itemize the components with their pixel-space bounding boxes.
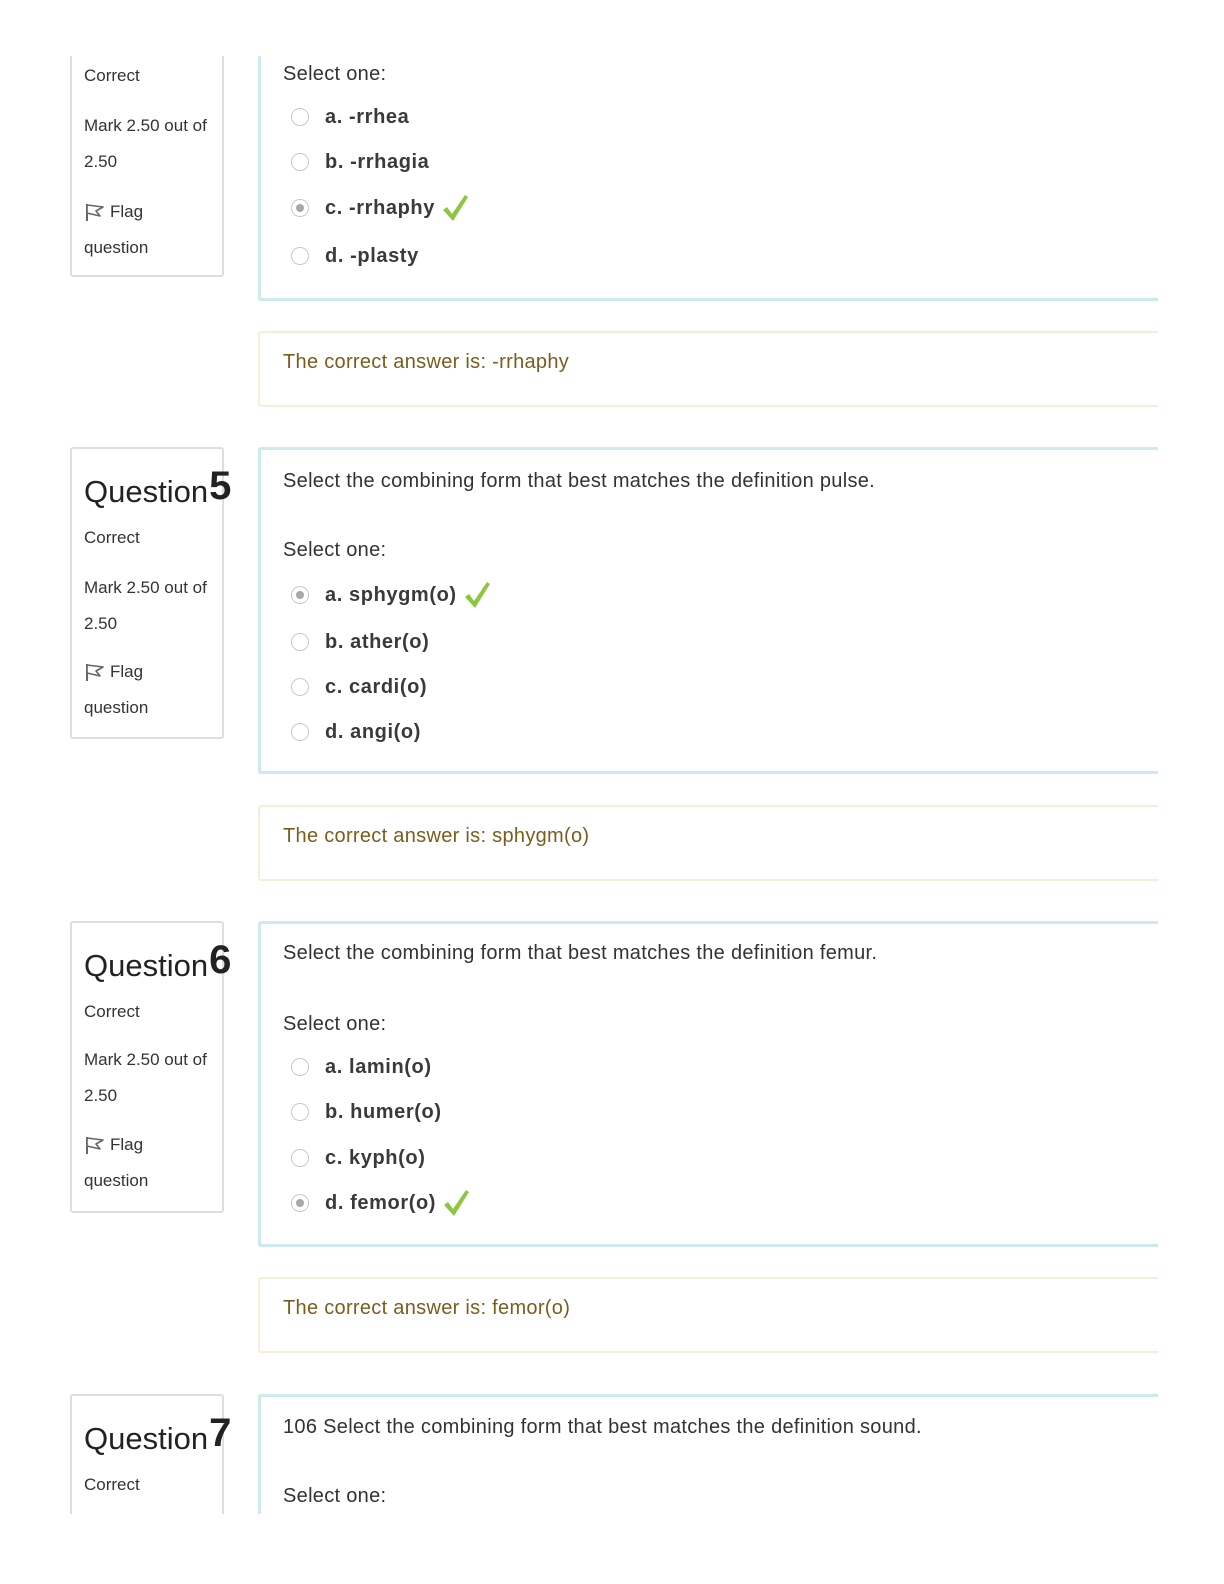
option-label: c. kyph(o) [325,1146,426,1169]
grade-line-2: 2.50 [84,1086,118,1105]
flag-question-toggle[interactable] [84,654,224,726]
select-one-prompt: Select one: [283,1013,387,1035]
grade-line-2: 2.50 [84,152,118,171]
option-c[interactable] [291,193,469,223]
question-number-value: 6 [209,938,232,982]
radio-button-selected[interactable] [291,199,309,217]
radio-button[interactable] [291,153,309,171]
correct-answer-text: The correct answer is: sphygm(o) [283,825,590,847]
option-c[interactable] [291,1143,425,1173]
question-grade [84,108,207,180]
select-one-prompt: Select one: [283,539,387,561]
question-number [84,1411,232,1459]
question-state: Correct [84,66,140,85]
question-number-value: 7 [209,1411,232,1455]
question-4-info [70,56,224,277]
option-b[interactable] [291,627,429,657]
question-text: Select the combining form that best matches the definition pulse. [283,470,876,492]
grade-line-1: Mark 2.50 out of [84,116,207,135]
question-5-content [258,447,1158,774]
select-one-prompt: Select one: [283,63,387,85]
option-a[interactable] [291,1052,432,1082]
question-7-info [70,1394,232,1514]
option-label: b. humer(o) [325,1100,442,1123]
flag-icon [84,662,106,682]
option-label: b. -rrhagia [325,150,430,173]
question-4-feedback [258,331,1158,407]
question-grade [84,570,207,642]
question-6-info [70,921,232,1213]
correct-answer-text: The correct answer is: femor(o) [283,1297,571,1319]
question-label: Question [84,948,209,983]
question-7-content [258,1394,1158,1514]
flag-label: Flag [110,662,144,681]
question-6-feedback [258,1277,1158,1353]
question-4-content [258,56,1158,301]
radio-button-selected[interactable] [291,586,309,604]
check-icon [463,580,491,610]
radio-button-selected[interactable] [291,1194,309,1212]
correct-answer-text: The correct answer is: -rrhaphy [283,351,570,373]
flag-question-toggle[interactable] [84,194,224,266]
radio-button[interactable] [291,678,309,696]
grade-line-2: 2.50 [84,614,118,633]
check-icon [442,1188,470,1218]
radio-button[interactable] [291,108,309,126]
option-a[interactable] [291,580,491,610]
flag-label: Flag [110,202,144,221]
radio-button[interactable] [291,1058,309,1076]
question-label: Question [84,1421,209,1456]
radio-button[interactable] [291,723,309,741]
option-label: a. lamin(o) [325,1055,432,1078]
question-6-content [258,921,1158,1247]
option-a[interactable] [291,102,409,132]
option-label: a. -rrhea [325,105,410,128]
question-text: Select the combining form that best matches the definition femur. [283,942,878,964]
grade-line-1: Mark 2.50 out of [84,1050,207,1069]
question-state: Correct [84,528,140,547]
radio-button[interactable] [291,1149,309,1167]
flag-icon [84,1135,106,1155]
question-5-feedback [258,805,1158,881]
radio-button[interactable] [291,1103,309,1121]
question-5-info [70,447,232,739]
check-icon [441,193,469,223]
question-label: Question [84,474,209,509]
option-d[interactable] [291,717,421,747]
question-number [84,464,232,512]
question-state: Correct [84,1002,140,1021]
flag-label-2: question [84,698,149,717]
question-text: 106 Select the combining form that best matches the definition sound. [283,1416,922,1438]
radio-button[interactable] [291,247,309,265]
question-grade [84,1042,207,1114]
option-label: d. -plasty [325,244,419,267]
option-label: d. angi(o) [325,720,421,743]
question-number-value: 5 [209,464,232,508]
radio-button[interactable] [291,633,309,651]
option-d[interactable] [291,1188,470,1218]
option-b[interactable] [291,147,429,177]
flag-question-toggle[interactable] [84,1127,224,1199]
option-label: b. ather(o) [325,630,430,653]
option-label: c. -rrhaphy [325,196,435,219]
flag-icon [84,202,106,222]
flag-label: Flag [110,1135,144,1154]
option-label: d. femor(o) [325,1191,437,1214]
option-d[interactable] [291,241,419,271]
select-one-prompt: Select one: [283,1485,387,1507]
option-c[interactable] [291,672,427,702]
question-number [84,938,232,986]
flag-label-2: question [84,1171,149,1190]
option-label: a. sphygm(o) [325,583,457,606]
grade-line-1: Mark 2.50 out of [84,578,207,597]
question-state: Correct [84,1475,140,1494]
flag-label-2: question [84,238,149,257]
option-b[interactable] [291,1097,442,1127]
option-label: c. cardi(o) [325,675,428,698]
